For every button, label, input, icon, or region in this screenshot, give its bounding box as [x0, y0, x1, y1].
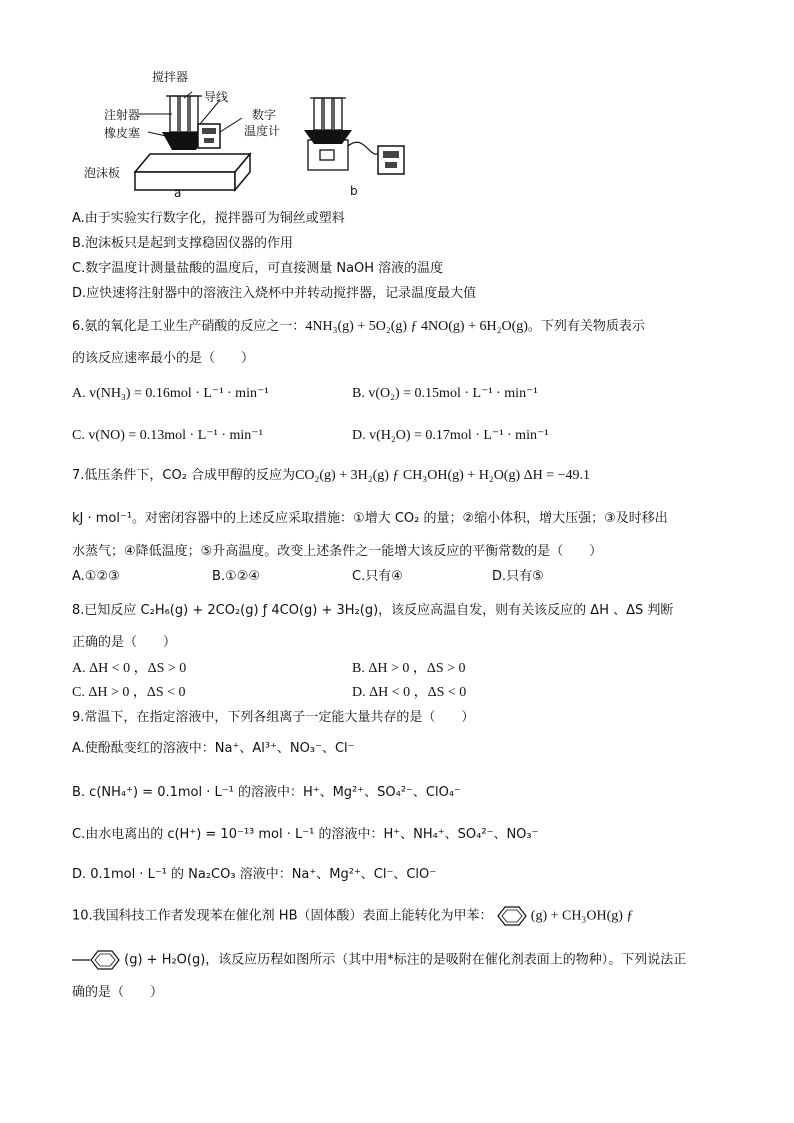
- q7-option-c: C.只有④: [352, 569, 403, 584]
- digital-thermometer-a: [198, 124, 220, 148]
- label-syringe: 注射器: [104, 108, 141, 122]
- q7-option-a: A.①②③: [72, 569, 120, 584]
- foam-board: [135, 154, 250, 190]
- q6-option-a: A. v(NH₃) = 0.16mol · L⁻¹ · min⁻¹: [72, 386, 269, 401]
- q7-stem-line1: [72, 467, 590, 485]
- q9-option-c: C.由水电离出的 c(H⁺) = 10⁻¹³ mol · L⁻¹ 的溶液中：H⁺、NH₄⁺、SO₄²⁻、NO₃⁻: [72, 827, 539, 842]
- q9-option-a: A.使酚酞变红的溶液中：Na⁺、Al³⁺、NO₃⁻、Cl⁻: [72, 741, 355, 756]
- label-stopper: 橡皮塞: [104, 126, 141, 140]
- q7-stem-line3: 水蒸气；④降低温度；⑤升高温度。改变上述条件之一能增大该反应的平衡常数的是（ ）: [72, 544, 603, 559]
- q9-option-d: D. 0.1mol · L⁻¹ 的 Na₂CO₃ 溶液中：Na⁺、Mg²⁺、Cl⁻、ClO⁻: [72, 867, 437, 882]
- label-b: b: [350, 184, 358, 198]
- label-digital: 数字: [252, 108, 277, 122]
- label-foam: 泡沫板: [84, 166, 121, 180]
- q6-option-d: D. v(H₂O) = 0.17mol · L⁻¹ · min⁻¹: [352, 428, 549, 443]
- q6-stem-line2: 的该反应速率最小的是（ ）: [72, 351, 255, 366]
- q8-option-d: D. ΔH < 0 ，ΔS < 0: [352, 685, 467, 700]
- q6-option-b: B. v(O₂) = 0.15mol · L⁻¹ · min⁻¹: [352, 386, 538, 401]
- q7-equation: CO₂(g) + 3H₂(g) ƒ CH₃OH(g) + H₂O(g) ΔH = −49.1: [295, 468, 591, 483]
- label-a: a: [174, 186, 182, 200]
- digital-thermometer-b: [378, 146, 404, 174]
- q8-stem-line1: 8.已知反应 C₂H₆(g) + 2CO₂(g) ƒ 4CO(g) + 3H₂(g)，该反应高温自发，则有关该反应的 ΔH 、ΔS 判断: [72, 603, 674, 618]
- label-wire: 导线: [204, 90, 229, 104]
- q9-option-b: B. c(NH₄⁺) = 0.1mol · L⁻¹ 的溶液中：H⁺、Mg²⁺、SO₄²⁻、ClO₄⁻: [72, 785, 461, 800]
- q10-stem-line1: [72, 906, 633, 926]
- q7-stem-line2: kJ · mol⁻¹。对密闭容器中的上述反应采取措施：①增大 CO₂ 的量；②缩小体积，增大压强；③及时移出: [72, 511, 668, 526]
- q7-options: [72, 568, 632, 586]
- q10-stem-cont: (g) + H₂O(g)，该反应历程如图所示（其中用*标注的是吸附在催化剂表面上的物种）。下列说法正: [124, 952, 687, 968]
- q10-stem: 10.我国科技工作者发现苯在催化剂 HB（固体酸）表面上能转化为甲苯：: [72, 908, 493, 924]
- q8-stem-line2: 正确的是（ ）: [72, 635, 177, 650]
- toluene-ring-icon: [72, 950, 120, 970]
- benzene-ring-icon: [497, 906, 527, 926]
- q10-stem-line2: [72, 950, 686, 970]
- thermometer-wire-b: [348, 142, 380, 154]
- q6-stem: 6.氨的氧化是工业生产硝酸的反应之一：: [72, 319, 306, 334]
- q10-equation-left: (g) + CH₃OH(g) ƒ: [530, 908, 634, 924]
- q5-option-b: B.泡沫板只是起到支撑稳固仪器的作用: [72, 236, 294, 251]
- q6-equation: 4NH₃(g) + 5O₂(g) ƒ 4NO(g) + 6H₂O(g): [305, 319, 528, 334]
- q6-option-c: C. v(NO) = 0.13mol · L⁻¹ · min⁻¹: [72, 428, 263, 443]
- q5-option-c: C.数字温度计测量盐酸的温度后，可直接测量 NaOH 溶液的温度: [72, 261, 444, 276]
- apparatus-figure: [80, 62, 410, 202]
- q8-option-b: B. ΔH > 0 ，ΔS > 0: [352, 661, 466, 676]
- q7-option-b: B.①②④: [212, 569, 261, 584]
- q7-stem: 7.低压条件下，CO₂ 合成甲醇的反应为: [72, 468, 296, 483]
- q9-stem: 9.常温下，在指定溶液中，下列各组离子一定能大量共存的是（ ）: [72, 710, 475, 725]
- q10-stem-line3: 确的是（ ）: [72, 985, 164, 1000]
- q6-stem-line1: [72, 318, 645, 336]
- q5-option-a: A.由于实验实行数字化，搅拌器可为铜丝或塑料: [72, 211, 345, 226]
- label-stirrer: 搅拌器: [152, 70, 189, 84]
- q8-option-a: A. ΔH < 0 ，ΔS > 0: [72, 661, 187, 676]
- q6-stem-tail: 。下列有关物质表示: [527, 319, 645, 334]
- label-thermometer: 温度计: [244, 124, 281, 138]
- q5-option-d: D.应快速将注射器中的溶液注入烧杯中并转动搅拌器，记录温度最大值: [72, 286, 477, 301]
- q8-option-c: C. ΔH > 0 ，ΔS < 0: [72, 685, 186, 700]
- q7-option-d: D.只有⑤: [492, 569, 544, 584]
